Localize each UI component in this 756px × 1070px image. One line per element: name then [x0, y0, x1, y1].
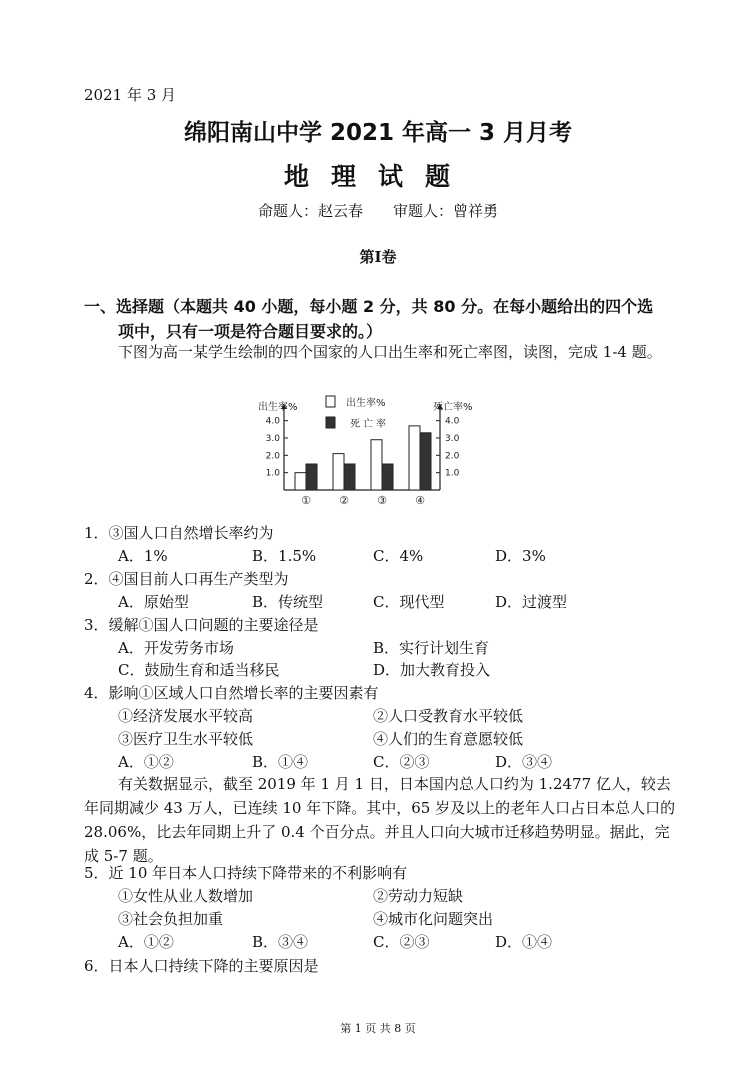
intro-paragraph-2: 有关数据显示，截至 2019 年 1 月 1 日，日本国内总人口约为 1.2477 亿人，较去年同期减少 43 万人，已连续 10 年下降。其中，65 岁及以上的老年人口占日本总人口的 28.06%，比去年同期上升了 0.4 个百分点。并且人口向大城市迁移趋势明显。据此，完成 5-7 题。: [84, 775, 676, 865]
q4-option-d: D．③④: [495, 753, 553, 771]
q4-option-c: C．②③: [373, 753, 430, 771]
bar-birth-rate: [295, 473, 306, 490]
q2-option-d: D．过渡型: [495, 593, 568, 611]
x-tick-label: ③: [377, 494, 387, 507]
bar-birth-rate: [333, 454, 344, 490]
bar-death-rate: [420, 433, 431, 490]
y-tick-label-right: 1.0: [445, 468, 460, 479]
legend-label-birth: 出生率%: [346, 398, 386, 409]
y-tick-label-right: 2.0: [445, 451, 460, 462]
y-tick-label-left: 2.0: [265, 451, 280, 462]
exam-title: 绵阳南山中学 2021 年高一 3 月月考: [183, 120, 573, 146]
q5-item-2: ②劳动力短缺: [373, 887, 464, 905]
section-line-2: 项中，只有一项是符合题目要求的。）: [118, 322, 383, 341]
page-footer: 第 1 页 共 8 页: [340, 1022, 416, 1035]
bar-death-rate: [382, 464, 393, 490]
q2-option-c: C．现代型: [373, 593, 445, 611]
q3-option-a: A．开发劳务市场: [118, 639, 234, 657]
exam-date: 2021 年 3 月: [84, 86, 177, 104]
q2-option-b: B．传统型: [252, 593, 324, 611]
subject-title: 地理试题: [283, 162, 472, 191]
x-tick-label: ①: [301, 494, 311, 507]
birth-death-rate-chart: [250, 392, 480, 514]
question-4: 4．影响①区域人口自然增长率的主要因素有: [84, 684, 379, 702]
q5-option-b: B．③④: [252, 933, 309, 951]
section-heading: [84, 294, 684, 344]
y-tick-label-left: 4.0: [265, 416, 280, 427]
legend-swatch-death: [326, 417, 335, 428]
intro-paragraph-1: 下图为高一某学生绘制的四个国家的人口出生率和死亡率图，读图，完成 1-4 题。: [118, 343, 662, 361]
q3-option-b: B．实行计划生育: [373, 639, 490, 657]
volume-heading: 第Ⅰ卷: [359, 248, 397, 266]
q1-option-c: C．4%: [373, 547, 424, 565]
question-2: 2．④国目前人口再生产类型为: [84, 570, 289, 588]
bar-birth-rate: [371, 440, 382, 490]
q5-option-d: D．①④: [495, 933, 553, 951]
q5-option-a: A．①②: [118, 933, 174, 951]
x-tick-label: ④: [415, 494, 425, 507]
q1-option-d: D．3%: [495, 547, 546, 565]
y-tick-label-right: 3.0: [445, 434, 460, 444]
q4-item-2: ②人口受教育水平较低: [373, 707, 524, 725]
reviewer: 审题人：曾祥勇: [393, 202, 499, 220]
legend-swatch-birth: [326, 396, 335, 407]
bar-birth-rate: [409, 426, 420, 490]
legend-label-death: 死亡率: [350, 419, 389, 430]
q1-option-b: B．1.5%: [252, 547, 317, 565]
section-line-1: 一、选择题（本题共 40 小题，每小题 2 分，共 80 分。在每小题给出的四个选: [84, 297, 654, 316]
bar-death-rate: [344, 464, 355, 490]
q4-option-b: B．①④: [252, 753, 309, 771]
q3-option-d: D．加大教育投入: [373, 661, 491, 679]
author: 命题人：赵云春: [257, 202, 363, 220]
q1-option-a: A．1%: [118, 547, 168, 565]
y-tick-label-left: 3.0: [265, 434, 280, 444]
x-tick-label: ②: [339, 494, 349, 507]
question-3: 3．缓解①国人口问题的主要途径是: [84, 616, 319, 634]
y-tick-label-right: 4.0: [445, 416, 460, 427]
q4-option-a: A．①②: [118, 753, 174, 771]
q4-item-4: ④人们的生育意愿较低: [373, 730, 524, 748]
q5-item-3: ③社会负担加重: [118, 910, 224, 928]
y-tick-label-left: 1.0: [265, 468, 280, 479]
y-axis-right-title: 死亡率%: [433, 402, 473, 413]
question-6: 6．日本人口持续下降的主要原因是: [84, 957, 319, 975]
question-1: 1．③国人口自然增长率约为: [84, 524, 274, 542]
q2-option-a: A．原始型: [118, 593, 189, 611]
author-line: [0, 200, 756, 221]
bar-death-rate: [306, 464, 317, 490]
q5-item-1: ①女性从业人数增加: [118, 887, 254, 905]
y-axis-left-title: 出生率%: [258, 402, 298, 413]
q5-option-c: C．②③: [373, 933, 430, 951]
q3-option-c: C．鼓励生育和适当移民: [118, 661, 280, 679]
question-5: 5．近 10 年日本人口持续下降带来的不利影响有: [84, 864, 408, 882]
q4-item-3: ③医疗卫生水平较低: [118, 730, 254, 748]
q5-item-4: ④城市化问题突出: [373, 910, 494, 928]
q4-item-1: ①经济发展水平较高: [118, 707, 254, 725]
